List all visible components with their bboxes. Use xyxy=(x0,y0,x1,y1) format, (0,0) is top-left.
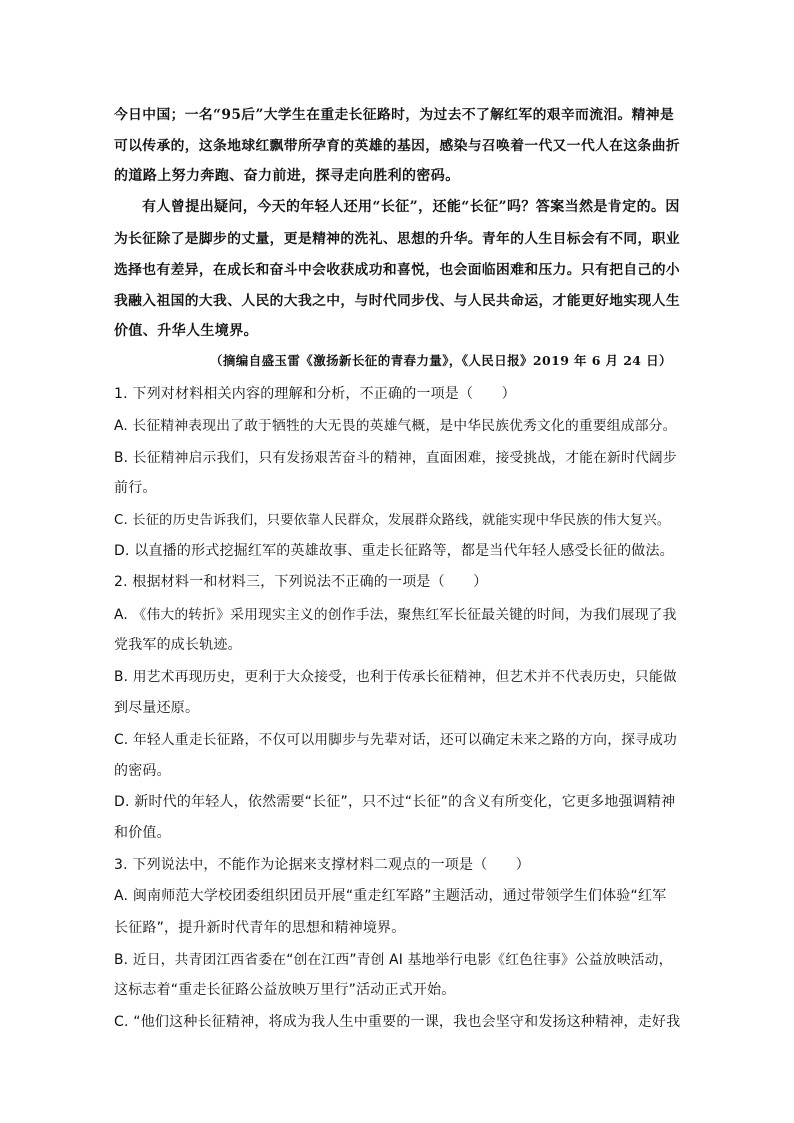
passage-line: 我融入祖国的大我、人民的大我之中，与时代同步伐、与人民共命运，才能更好地实现人生 xyxy=(114,293,681,309)
passage-line: 选择也有差异，在成长和奋斗中会收获成功和喜悦，也会面临困难和压力。只有把自己的小 xyxy=(114,262,681,278)
passage-line: 的道路上努力奔跑、奋力前进，探寻走向胜利的密码。 xyxy=(114,168,460,184)
option-a-cont: 长征路”，提升新时代青年的思想和精神境界。 xyxy=(114,920,406,936)
option-b-cont: 这标志着“重走长征路公益放映万里行”活动正式开始。 xyxy=(114,982,456,998)
option-d: D. 新时代的年轻人，依然需要“长征”，只不过“长征”的含义有所变化，它更多地强调精神 xyxy=(114,794,676,810)
option-c: C. 长征的历史告诉我们，只要依靠人民群众，发展群众路线，就能实现中华民族的伟大复兴。 xyxy=(114,513,671,528)
question-stem: 1. 下列对材料相关内容的理解和分析，不正确的一项是（ ） xyxy=(114,386,516,402)
option-b-cont: 前行。 xyxy=(114,480,157,496)
option-b-cont: 到尽量还原。 xyxy=(114,700,200,716)
question-stem: 2. 根据材料一和材料三，下列说法不正确的一项是（ ） xyxy=(114,574,488,590)
option-c: C. 年轻人重走长征路，不仅可以用脚步与先辈对话，还可以确定未来之路的方向，探寻成功 xyxy=(114,732,677,748)
option-c-cont: 的密码。 xyxy=(114,763,171,779)
option-a: A. 闽南师范大学校团委组织团员开展“重走红军路”主题活动，通过带领学生们体验“红军 xyxy=(114,888,667,904)
option-d: D. 以直播的形式挖掘红军的英雄故事、重走长征路等，都是当代年轻人感受长征的做法。 xyxy=(114,543,674,559)
option-b: B. 长征精神启示我们，只有发扬艰苦奋斗的精神，直面困难，接受挑战，才能在新时代阔步 xyxy=(114,450,677,466)
option-a: A. 《伟大的转折》采用现实主义的创作手法，聚焦红军长征最关键的时间，为我们展现了我 xyxy=(114,607,677,623)
passage-line: 为长征除了是脚步的丈量，更是精神的洗礼、思想的升华。青年的人生目标会有不同，职业 xyxy=(114,231,681,247)
option-c: C. “他们这种长征精神，将成为我人生中重要的一课，我也会坚守和发扬这种精神，走好我 xyxy=(114,1014,681,1030)
passage-line: 有人曾提出疑问，今天的年轻人还用“长征”，还能“长征”吗？答案当然是肯定的。因 xyxy=(142,199,680,215)
passage-line: 可以传承的，这条地球红飘带所孕育的英雄的基因，感染与召唤着一代又一代人在这条曲折 xyxy=(114,138,681,154)
passage-line: 今日中国；一名“95后”大学生在重走长征路时，为过去不了解红军的艰辛而流泪。精神是 xyxy=(114,107,675,123)
option-b: B. 用艺术再现历史，更利于大众接受，也利于传承长征精神，但艺术并不代表历史，只能做 xyxy=(114,669,677,685)
source-citation: （摘编自盛玉雷《激扬新长征的青春力量》，《人民日报》2019 年 6 月 24 日） xyxy=(210,353,672,368)
option-a-cont: 党我军的成长轨迹。 xyxy=(114,637,242,653)
question-stem: 3. 下列说法中，不能作为论据来支撑材料二观点的一项是（ ） xyxy=(114,857,531,873)
option-a: A. 长征精神表现出了敢于牺牲的大无畏的英雄气概，是中华民族优秀文化的重要组成部分。 xyxy=(114,418,677,434)
option-d-cont: 和价值。 xyxy=(114,825,171,841)
passage-line: 价值、升华人生境界。 xyxy=(114,323,258,339)
option-b: B. 近日，共青团江西省委在“创在江西”青创 AI 基地举行电影《红色往事》公益放映活动， xyxy=(114,952,673,968)
